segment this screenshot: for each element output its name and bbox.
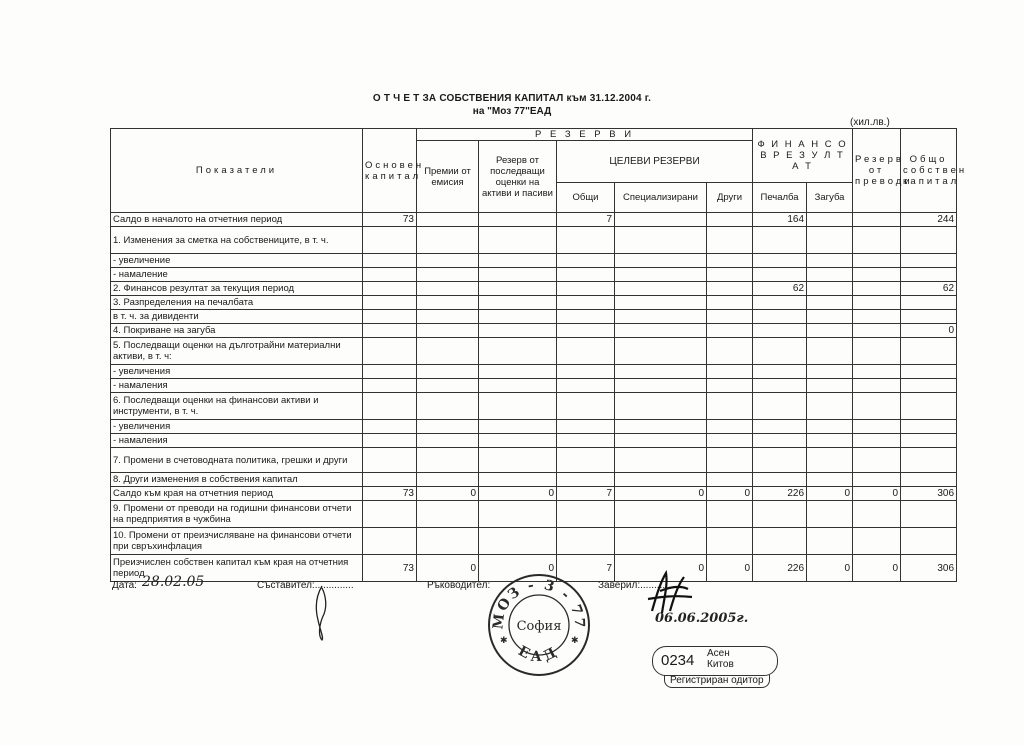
cell-value — [807, 379, 853, 393]
cell-value — [615, 213, 707, 227]
cell-value — [479, 420, 557, 434]
cell-value: 73 — [363, 555, 417, 582]
cell-value — [807, 268, 853, 282]
cell-value — [853, 393, 901, 420]
table-row — [111, 420, 957, 434]
cell-value — [807, 420, 853, 434]
cell-value — [615, 448, 707, 473]
cell-value — [417, 393, 479, 420]
report-subtitle: на "Моз 77"ЕАД — [472, 106, 552, 117]
cell-value — [901, 420, 957, 434]
cell-value — [853, 434, 901, 448]
cell-value: 244 — [901, 213, 957, 227]
cell-value — [557, 310, 615, 324]
cell-value — [807, 227, 853, 254]
cell-value — [901, 501, 957, 528]
stamp-star-icon: ✱ — [571, 635, 579, 645]
cell-value — [363, 448, 417, 473]
cell-value — [615, 434, 707, 448]
cell-value — [753, 448, 807, 473]
cell-value — [363, 501, 417, 528]
cell-value — [557, 268, 615, 282]
cell-value: 226 — [753, 487, 807, 501]
cell-value — [417, 501, 479, 528]
table-row — [111, 379, 957, 393]
cell-value — [707, 448, 753, 473]
cell-value — [363, 338, 417, 365]
row-label: - намаления — [111, 379, 363, 393]
cell-value — [417, 268, 479, 282]
row-label: - увеличения — [111, 420, 363, 434]
stamp-star-icon: ✱ — [500, 635, 508, 645]
cell-value — [417, 282, 479, 296]
auditor-signature — [640, 567, 700, 617]
cell-value — [853, 473, 901, 487]
company-stamp — [487, 573, 591, 677]
table-row — [111, 254, 957, 268]
stamp-top-text: МОЗ - 3 - 77 — [490, 576, 588, 631]
row-label: Салдо към края на отчетния период — [111, 487, 363, 501]
cell-value — [363, 282, 417, 296]
row-label: - увеличение — [111, 254, 363, 268]
cell-value — [479, 338, 557, 365]
auditor-number: 0234 — [661, 652, 695, 669]
cell-value — [557, 420, 615, 434]
cell-value — [557, 448, 615, 473]
cell-value — [707, 213, 753, 227]
cell-value: 0 — [853, 555, 901, 582]
cell-value: 0 — [615, 555, 707, 582]
cell-value — [479, 379, 557, 393]
row-label: Салдо в началото на отчетния период — [111, 213, 363, 227]
cell-value — [557, 379, 615, 393]
cell-value — [807, 528, 853, 555]
cell-value — [479, 448, 557, 473]
cell-value: 7 — [557, 487, 615, 501]
table-row — [111, 310, 957, 324]
cell-value — [807, 434, 853, 448]
svg-text:ЕАД — [515, 643, 562, 665]
cell-value — [417, 213, 479, 227]
header-reserves: Р Е З Е Р В И — [417, 129, 753, 141]
cell-value — [615, 324, 707, 338]
header-main-capital: Основен капитал — [363, 129, 417, 213]
cell-value — [479, 393, 557, 420]
auditor-badge — [652, 646, 778, 676]
cell-value — [417, 324, 479, 338]
cell-value — [853, 324, 901, 338]
cell-value — [479, 501, 557, 528]
stamp-center-text: София — [516, 619, 562, 634]
cell-value — [753, 338, 807, 365]
cell-value — [363, 379, 417, 393]
cell-value — [707, 473, 753, 487]
cell-value — [807, 473, 853, 487]
cell-value — [557, 282, 615, 296]
row-label: - увеличения — [111, 365, 363, 379]
cell-value — [853, 227, 901, 254]
cell-value: 7 — [557, 213, 615, 227]
header-total-equity: Общо собствен капитал — [901, 129, 957, 213]
table-row — [111, 268, 957, 282]
date-label: Дата: — [112, 580, 137, 591]
cell-value — [807, 213, 853, 227]
cell-value — [901, 310, 957, 324]
cell-value — [853, 365, 901, 379]
cell-value — [753, 501, 807, 528]
cell-value — [363, 365, 417, 379]
row-label: 10. Промени от преизчисляване на финансови отчети при свръхинфлация — [111, 528, 363, 555]
cell-value — [853, 296, 901, 310]
cell-value — [615, 420, 707, 434]
cell-value — [615, 310, 707, 324]
cell-value — [753, 393, 807, 420]
header-premiums: Премии от емисия — [417, 141, 479, 213]
cell-value — [417, 338, 479, 365]
cell-value — [753, 227, 807, 254]
cell-value — [417, 448, 479, 473]
cell-value: 0 — [707, 555, 753, 582]
row-label: 8. Други изменения в собствения капитал — [111, 473, 363, 487]
table-row — [111, 296, 957, 310]
cell-value — [853, 528, 901, 555]
row-label: 7. Промени в счетоводната политика, грешки и други — [111, 448, 363, 473]
auditor-first-name: Асен — [707, 648, 730, 659]
cell-value — [753, 379, 807, 393]
certified-label: Заверил:............. — [598, 580, 677, 591]
cell-value — [615, 282, 707, 296]
cell-value — [901, 528, 957, 555]
row-label: 3. Разпределения на печалбата — [111, 296, 363, 310]
cell-value: 62 — [753, 282, 807, 296]
cell-value — [707, 268, 753, 282]
cell-value — [615, 393, 707, 420]
cell-value — [853, 310, 901, 324]
cell-value: 0 — [901, 324, 957, 338]
row-label: - намаление — [111, 268, 363, 282]
cell-value — [807, 365, 853, 379]
cell-value — [479, 434, 557, 448]
cell-value — [557, 296, 615, 310]
compiler-label: Съставител:.............. — [257, 580, 354, 591]
cell-value — [753, 310, 807, 324]
cell-value: 226 — [753, 555, 807, 582]
cell-value — [853, 268, 901, 282]
cell-value — [807, 324, 853, 338]
header-loss: Загуба — [807, 183, 853, 213]
cell-value — [479, 268, 557, 282]
table-row — [111, 227, 957, 254]
cell-value — [615, 227, 707, 254]
cell-value — [615, 501, 707, 528]
cell-value — [363, 434, 417, 448]
cell-value: 73 — [363, 213, 417, 227]
cell-value — [807, 296, 853, 310]
equity-report-table — [110, 128, 968, 582]
cell-value — [853, 282, 901, 296]
table-row — [111, 528, 957, 555]
cell-value: 0 — [707, 487, 753, 501]
cell-value — [417, 420, 479, 434]
cell-value — [707, 296, 753, 310]
cell-value — [753, 296, 807, 310]
cell-value — [901, 254, 957, 268]
cell-value — [753, 420, 807, 434]
table-row — [111, 324, 957, 338]
cell-value — [479, 282, 557, 296]
table-row — [111, 282, 957, 296]
cell-value — [363, 324, 417, 338]
cell-value — [707, 254, 753, 268]
cell-value: 0 — [807, 487, 853, 501]
cell-value — [901, 434, 957, 448]
cell-value: 306 — [901, 487, 957, 501]
header-target-reserves: ЦЕЛЕВИ РЕЗЕРВИ — [557, 141, 753, 183]
cell-value — [363, 227, 417, 254]
cell-value — [853, 379, 901, 393]
cell-value — [363, 393, 417, 420]
cell-value — [557, 365, 615, 379]
row-label: 4. Покриване на загуба — [111, 324, 363, 338]
cell-value — [479, 254, 557, 268]
cell-value — [417, 227, 479, 254]
cell-value — [363, 254, 417, 268]
cell-value — [557, 254, 615, 268]
header-profit: Печалба — [753, 183, 807, 213]
cell-value — [615, 365, 707, 379]
cell-value — [557, 393, 615, 420]
cell-value — [557, 473, 615, 487]
cell-value — [363, 473, 417, 487]
cell-value — [753, 254, 807, 268]
header-specialized: Специализирани — [615, 183, 707, 213]
cell-value: 7 — [557, 555, 615, 582]
table-row — [111, 393, 957, 420]
cell-value — [417, 379, 479, 393]
cell-value — [479, 528, 557, 555]
header-conversion-reserve: Резерв от преводи — [853, 129, 901, 213]
header-other: Други — [707, 183, 753, 213]
compiler-signature — [312, 584, 332, 642]
cell-value — [853, 448, 901, 473]
cell-value — [417, 310, 479, 324]
table-row — [111, 213, 957, 227]
cell-value — [901, 296, 957, 310]
cell-value — [901, 365, 957, 379]
cell-value — [363, 310, 417, 324]
cell-value: 73 — [363, 487, 417, 501]
cell-value — [707, 324, 753, 338]
cell-value — [417, 365, 479, 379]
table-row — [111, 473, 957, 487]
cell-value — [901, 379, 957, 393]
cell-value — [557, 434, 615, 448]
cell-value — [615, 528, 707, 555]
cell-value — [479, 296, 557, 310]
cell-value — [417, 296, 479, 310]
cell-value — [557, 528, 615, 555]
cell-value — [707, 434, 753, 448]
cell-value — [807, 501, 853, 528]
table-row — [111, 338, 957, 365]
cell-value — [753, 473, 807, 487]
cell-value: 62 — [901, 282, 957, 296]
cell-value — [479, 473, 557, 487]
cell-value — [807, 338, 853, 365]
manager-label: Ръководител: — [427, 580, 491, 591]
cell-value — [707, 528, 753, 555]
cell-value — [853, 420, 901, 434]
cell-value — [363, 528, 417, 555]
table-row — [111, 434, 957, 448]
cell-value: 0 — [807, 555, 853, 582]
auditor-name — [707, 648, 734, 670]
cell-value — [901, 338, 957, 365]
cell-value — [707, 310, 753, 324]
cell-value — [557, 338, 615, 365]
cell-value — [753, 365, 807, 379]
cell-value — [417, 528, 479, 555]
header-indicators: Показатели — [111, 129, 363, 213]
cell-value: 0 — [853, 487, 901, 501]
header-revaluation-reserve: Резерв от последващи оценки на активи и пасиви — [479, 141, 557, 213]
auditor-caption: Регистриран одитор — [664, 675, 770, 688]
cell-value: 0 — [479, 555, 557, 582]
cell-value — [807, 282, 853, 296]
cell-value — [901, 393, 957, 420]
cell-value — [417, 434, 479, 448]
cell-value — [615, 296, 707, 310]
cell-value — [901, 473, 957, 487]
cell-value: 0 — [615, 487, 707, 501]
cell-value — [417, 254, 479, 268]
cell-value — [707, 501, 753, 528]
table-row — [111, 448, 957, 473]
table-row — [111, 501, 957, 528]
row-label: 5. Последващи оценки на дълготрайни материални активи, в т. ч: — [111, 338, 363, 365]
cell-value — [753, 324, 807, 338]
cell-value — [479, 213, 557, 227]
row-label: Преизчислен собствен капитал към края на отчетния период — [111, 555, 363, 582]
units-label: (хил.лв.) — [850, 117, 890, 128]
cell-value — [615, 338, 707, 365]
row-label: в т. ч. за дивиденти — [111, 310, 363, 324]
cell-value — [807, 393, 853, 420]
header-financial-result: Ф И Н А Н С О В Р Е З У Л Т А Т — [753, 129, 853, 183]
cell-value: 0 — [479, 487, 557, 501]
row-label: 2. Финансов резултат за текущия период — [111, 282, 363, 296]
cell-value: 0 — [417, 555, 479, 582]
cell-value — [363, 420, 417, 434]
cell-value — [615, 379, 707, 393]
cell-value — [557, 227, 615, 254]
date-value: 28.02.05 — [142, 574, 205, 590]
cell-value: 164 — [753, 213, 807, 227]
table-row — [111, 487, 957, 501]
cell-value — [707, 227, 753, 254]
cell-value — [753, 268, 807, 282]
cell-value — [479, 227, 557, 254]
cell-value — [901, 268, 957, 282]
table-row — [111, 365, 957, 379]
cell-value — [707, 282, 753, 296]
cell-value — [557, 324, 615, 338]
row-label: 9. Промени от преводи на годишни финансови отчети на предприятия в чужбина — [111, 501, 363, 528]
cell-value — [479, 324, 557, 338]
cell-value — [479, 310, 557, 324]
cell-value — [615, 254, 707, 268]
cell-value — [363, 296, 417, 310]
handwritten-date: 06.06.2005г. — [655, 611, 749, 626]
auditor-last-name: Китов — [707, 659, 734, 670]
cell-value — [753, 528, 807, 555]
stamp-bottom-text: ЕАД — [515, 643, 563, 666]
cell-value — [707, 420, 753, 434]
cell-value — [853, 338, 901, 365]
cell-value — [707, 393, 753, 420]
cell-value — [853, 254, 901, 268]
cell-value: 306 — [901, 555, 957, 582]
cell-value — [479, 365, 557, 379]
cell-value — [615, 473, 707, 487]
cell-value — [853, 213, 901, 227]
cell-value — [557, 501, 615, 528]
header-general: Общи — [557, 183, 615, 213]
report-body — [111, 213, 957, 582]
cell-value — [807, 310, 853, 324]
report-title: О Т Ч Е Т ЗА СОБСТВЕНИЯ КАПИТАЛ към 31.12.2004 г. — [372, 93, 652, 104]
cell-value — [707, 379, 753, 393]
cell-value — [853, 501, 901, 528]
cell-value — [901, 448, 957, 473]
cell-value — [707, 338, 753, 365]
cell-value — [807, 254, 853, 268]
row-label: 1. Изменения за сметка на собствениците, в т. ч. — [111, 227, 363, 254]
cell-value — [417, 473, 479, 487]
cell-value — [807, 448, 853, 473]
cell-value: 0 — [417, 487, 479, 501]
row-label: - намаления — [111, 434, 363, 448]
cell-value — [707, 365, 753, 379]
cell-value — [363, 268, 417, 282]
cell-value — [753, 434, 807, 448]
cell-value — [615, 268, 707, 282]
cell-value — [901, 227, 957, 254]
row-label: 6. Последващи оценки на финансови активи и инструменти, в т. ч. — [111, 393, 363, 420]
